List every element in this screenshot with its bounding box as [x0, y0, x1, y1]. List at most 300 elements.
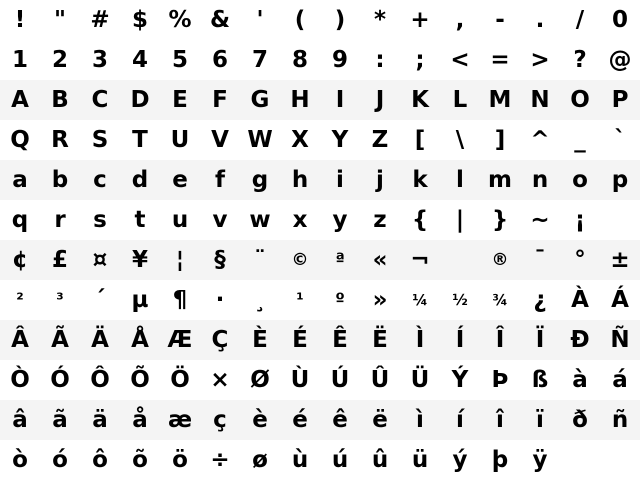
glyph-char: ¡: [574, 207, 586, 233]
glyph-char: ú: [331, 447, 349, 473]
glyph-cell: [360, 120, 400, 160]
glyph-cell: [560, 400, 600, 440]
glyph-char: 5: [171, 47, 188, 73]
glyph-cell: [80, 360, 120, 400]
glyph-char: ±: [610, 247, 630, 273]
glyph-char: Ë: [372, 327, 388, 353]
glyph-char: H: [290, 87, 310, 113]
glyph-char: ¶: [172, 287, 188, 313]
glyph-char: ¥: [131, 247, 148, 273]
glyph-cell: [200, 440, 240, 480]
glyph-cell: [200, 40, 240, 80]
glyph-cell: [440, 200, 480, 240]
glyph-char: Ñ: [610, 327, 630, 353]
glyph-char: è: [252, 407, 268, 433]
glyph-cell: [440, 320, 480, 360]
glyph-char: S: [91, 127, 109, 153]
glyph-cell: [520, 0, 560, 40]
glyph-row: [0, 160, 640, 200]
glyph-char: þ: [491, 447, 509, 473]
glyph-char: ': [256, 7, 264, 33]
glyph-char: z: [373, 207, 387, 233]
glyph-char: ¢: [11, 247, 28, 273]
glyph-cell: [280, 440, 320, 480]
glyph-cell: [560, 360, 600, 400]
glyph-cell: [360, 0, 400, 40]
glyph-cell: [560, 200, 600, 240]
glyph-char: M: [488, 87, 512, 113]
glyph-char: Æ: [167, 327, 193, 353]
glyph-cell: [240, 0, 280, 40]
glyph-cell: [560, 440, 600, 480]
glyph-char: Ç: [211, 327, 229, 353]
glyph-cell: [240, 240, 280, 280]
glyph-cell: [40, 400, 80, 440]
glyph-cell: [40, 440, 80, 480]
glyph-cell: [600, 280, 640, 320]
glyph-cell: [320, 80, 360, 120]
glyph-cell: [440, 160, 480, 200]
glyph-cell: [440, 240, 480, 280]
glyph-cell: [0, 120, 40, 160]
glyph-char: t: [134, 207, 146, 233]
glyph-cell: [80, 240, 120, 280]
glyph-char: F: [212, 87, 228, 113]
glyph-cell: [600, 160, 640, 200]
glyph-cell: [160, 160, 200, 200]
glyph-cell: [520, 360, 560, 400]
glyph-char: W: [247, 127, 273, 153]
glyph-cell: [280, 80, 320, 120]
glyph-cell: [200, 360, 240, 400]
glyph-char: m: [488, 167, 512, 193]
glyph-char: ÿ: [532, 447, 548, 473]
glyph-cell: [160, 200, 200, 240]
glyph-cell: [320, 120, 360, 160]
glyph-char: O: [570, 87, 590, 113]
glyph-char: e: [172, 167, 188, 193]
glyph-char: +: [410, 7, 430, 33]
glyph-char: /: [575, 7, 585, 33]
glyph-cell: [520, 80, 560, 120]
glyph-char: A: [11, 87, 29, 113]
glyph-char: 4: [131, 47, 148, 73]
glyph-char: T: [132, 127, 148, 153]
glyph-cell: [360, 400, 400, 440]
glyph-char: [: [414, 127, 426, 153]
glyph-char: j: [376, 167, 384, 193]
glyph-cell: [240, 400, 280, 440]
glyph-char: µ: [131, 287, 149, 313]
glyph-char: ð: [572, 407, 588, 433]
glyph-char: Ö: [170, 367, 190, 393]
glyph-char: ß: [531, 367, 549, 393]
glyph-cell: [240, 320, 280, 360]
glyph-char: X: [291, 127, 309, 153]
glyph-char: k: [412, 167, 428, 193]
glyph-char: é: [292, 407, 308, 433]
glyph-cell: [240, 360, 280, 400]
glyph-char: ÷: [210, 447, 230, 473]
glyph-char: {: [411, 207, 429, 233]
glyph-cell: [440, 40, 480, 80]
glyph-cell: [80, 280, 120, 320]
glyph-row: [0, 40, 640, 80]
glyph-char: o: [572, 167, 588, 193]
glyph-cell: [280, 200, 320, 240]
glyph-char: ª: [335, 250, 345, 270]
glyph-cell: [520, 40, 560, 80]
glyph-cell: [320, 200, 360, 240]
glyph-cell: [400, 440, 440, 480]
glyph-char: £: [51, 247, 68, 273]
glyph-char: Í: [455, 327, 465, 353]
glyph-cell: [400, 200, 440, 240]
glyph-cell: [400, 280, 440, 320]
glyph-cell: [200, 120, 240, 160]
glyph-char: ô: [92, 447, 108, 473]
glyph-char: Â: [11, 327, 29, 353]
glyph-char: §: [214, 247, 226, 273]
glyph-char: á: [612, 367, 628, 393]
glyph-cell: [440, 360, 480, 400]
glyph-cell: [200, 240, 240, 280]
glyph-cell: [200, 280, 240, 320]
glyph-cell: [520, 240, 560, 280]
glyph-char: K: [411, 87, 429, 113]
glyph-cell: [360, 40, 400, 80]
glyph-char: =: [490, 47, 510, 73]
glyph-char: >: [530, 47, 550, 73]
glyph-row: [0, 280, 640, 320]
glyph-char: ¾: [492, 291, 508, 309]
glyph-char: ®: [491, 250, 509, 270]
glyph-char: (: [294, 7, 306, 33]
glyph-char: P: [611, 87, 629, 113]
glyph-char: å: [132, 407, 148, 433]
glyph-cell: [480, 320, 520, 360]
glyph-cell: [320, 400, 360, 440]
glyph-char: Ù: [290, 367, 310, 393]
glyph-char: [560, 440, 600, 480]
glyph-cell: [600, 0, 640, 40]
glyph-row: [0, 400, 640, 440]
glyph-cell: [200, 400, 240, 440]
glyph-char: |: [455, 207, 465, 233]
glyph-cell: [80, 80, 120, 120]
glyph-char: B: [51, 87, 69, 113]
glyph-cell: [120, 200, 160, 240]
glyph-row: [0, 360, 640, 400]
glyph-cell: [480, 120, 520, 160]
glyph-cell: [80, 400, 120, 440]
glyph-char: y: [332, 207, 348, 233]
glyph-cell: [600, 40, 640, 80]
glyph-cell: [80, 440, 120, 480]
glyph-char: r: [54, 207, 66, 233]
glyph-char: Ô: [90, 367, 110, 393]
glyph-cell: [240, 280, 280, 320]
glyph-char: ö: [172, 447, 188, 473]
glyph-cell: [320, 360, 360, 400]
glyph-char: Ì: [415, 327, 425, 353]
glyph-char: d: [131, 167, 149, 193]
glyph-char: Ã: [51, 327, 69, 353]
glyph-char: Ý: [451, 367, 469, 393]
glyph-row: [0, 0, 640, 40]
glyph-char: Ð: [570, 327, 590, 353]
glyph-char: ø: [252, 447, 268, 473]
glyph-cell: [440, 120, 480, 160]
glyph-cell: [160, 120, 200, 160]
glyph-char: w: [249, 207, 271, 233]
glyph-cell: [280, 120, 320, 160]
glyph-cell: [160, 360, 200, 400]
glyph-char: ": [54, 7, 66, 33]
glyph-cell: [80, 160, 120, 200]
glyph-cell: [120, 120, 160, 160]
glyph-char: a: [12, 167, 28, 193]
glyph-char: Ä: [91, 327, 109, 353]
glyph-cell: [120, 320, 160, 360]
glyph-char: ¨: [254, 247, 266, 273]
glyph-cell: [160, 280, 200, 320]
glyph-char: É: [292, 327, 308, 353]
glyph-char: Ó: [50, 367, 70, 393]
glyph-cell: [0, 80, 40, 120]
glyph-cell: [480, 400, 520, 440]
glyph-cell: [560, 320, 600, 360]
glyph-cell: [240, 40, 280, 80]
glyph-char: ï: [536, 407, 544, 433]
glyph-cell: [360, 80, 400, 120]
glyph-cell: [480, 200, 520, 240]
glyph-cell: [240, 440, 280, 480]
glyph-cell: [0, 320, 40, 360]
glyph-row: [0, 80, 640, 120]
glyph-char: ë: [372, 407, 388, 433]
glyph-char: 7: [251, 47, 268, 73]
glyph-cell: [560, 0, 600, 40]
glyph-cell: [280, 400, 320, 440]
glyph-char: ¤: [92, 247, 108, 273]
glyph-char: ³: [56, 290, 64, 310]
glyph-cell: [40, 40, 80, 80]
glyph-cell: [400, 400, 440, 440]
glyph-char: \: [455, 127, 465, 153]
glyph-char: V: [211, 127, 229, 153]
glyph-char: ò: [12, 447, 28, 473]
glyph-cell: [480, 40, 520, 80]
glyph-cell: [40, 160, 80, 200]
glyph-cell: [40, 240, 80, 280]
glyph-cell: [240, 80, 280, 120]
glyph-cell: [360, 200, 400, 240]
glyph-char: ´: [94, 287, 106, 313]
glyph-cell: [600, 440, 640, 480]
glyph-char: Þ: [491, 367, 509, 393]
glyph-cell: [400, 80, 440, 120]
glyph-row: [0, 240, 640, 280]
glyph-cell: [600, 200, 640, 240]
glyph-char: q: [11, 207, 29, 233]
glyph-row: [0, 120, 640, 160]
glyph-cell: [400, 120, 440, 160]
glyph-cell: [80, 320, 120, 360]
glyph-cell: [280, 40, 320, 80]
glyph-char: ½: [452, 291, 468, 309]
glyph-char: ì: [416, 407, 424, 433]
glyph-char: %: [168, 7, 192, 33]
glyph-char: ñ: [611, 407, 629, 433]
glyph-char: ¼: [412, 291, 428, 309]
glyph-char: G: [250, 87, 270, 113]
glyph-char: ,: [455, 7, 465, 33]
glyph-char: ù: [291, 447, 309, 473]
glyph-cell: [280, 280, 320, 320]
glyph-cell: [360, 320, 400, 360]
glyph-cell: [320, 0, 360, 40]
glyph-cell: [40, 200, 80, 240]
glyph-cell: [280, 160, 320, 200]
glyph-char: 6: [211, 47, 228, 73]
glyph-char: 3: [91, 47, 108, 73]
glyph-cell: [400, 320, 440, 360]
glyph-char: @: [608, 47, 632, 73]
glyph-char: ü: [411, 447, 429, 473]
glyph-cell: [560, 160, 600, 200]
glyph-cell: [520, 320, 560, 360]
glyph-char: 9: [331, 47, 348, 73]
glyph-cell: [240, 160, 280, 200]
glyph-char: Y: [331, 127, 349, 153]
glyph-cell: [520, 160, 560, 200]
glyph-cell: [200, 200, 240, 240]
glyph-char: l: [456, 167, 464, 193]
glyph-char: ¿: [533, 287, 547, 313]
glyph-cell: [80, 40, 120, 80]
glyph-char: Z: [371, 127, 389, 153]
glyph-cell: [80, 200, 120, 240]
glyph-cell: [0, 400, 40, 440]
glyph-char: .: [535, 7, 545, 33]
glyph-char: ·: [215, 287, 225, 313]
glyph-cell: [280, 240, 320, 280]
glyph-cell: [200, 320, 240, 360]
glyph-cell: [360, 280, 400, 320]
glyph-char: }: [491, 207, 509, 233]
glyph-cell: [440, 0, 480, 40]
glyph-char: !: [14, 7, 26, 33]
glyph-char: E: [172, 87, 188, 113]
glyph-row: [0, 320, 640, 360]
glyph-char: v: [212, 207, 228, 233]
glyph-cell: [200, 160, 240, 200]
glyph-cell: [240, 120, 280, 160]
glyph-cell: [0, 280, 40, 320]
glyph-char: ~: [530, 207, 550, 233]
glyph-char: I: [335, 87, 345, 113]
glyph-cell: [0, 360, 40, 400]
glyph-char: 1: [11, 47, 28, 73]
glyph-cell: [120, 280, 160, 320]
glyph-char: u: [171, 207, 189, 233]
glyph-char: U: [170, 127, 190, 153]
glyph-char: _: [574, 127, 586, 153]
glyph-cell: [520, 120, 560, 160]
glyph-char: Õ: [130, 367, 150, 393]
glyph-char: Ú: [330, 367, 350, 393]
glyph-cell: [0, 240, 40, 280]
glyph-char: *: [373, 7, 387, 33]
glyph-cell: [360, 240, 400, 280]
glyph-cell: [0, 440, 40, 480]
glyph-cell: [480, 440, 520, 480]
glyph-cell: [280, 0, 320, 40]
glyph-char: R: [51, 127, 69, 153]
glyph-char: ä: [92, 407, 108, 433]
glyph-cell: [80, 0, 120, 40]
glyph-char: à: [572, 367, 588, 393]
glyph-cell: [120, 160, 160, 200]
glyph-cell: [40, 320, 80, 360]
glyph-row: [0, 440, 640, 480]
glyph-cell: [40, 280, 80, 320]
glyph-char: g: [251, 167, 269, 193]
glyph-cell: [120, 0, 160, 40]
glyph-cell: [400, 160, 440, 200]
glyph-cell: [160, 400, 200, 440]
glyph-cell: [80, 120, 120, 160]
glyph-cell: [360, 160, 400, 200]
glyph-char: [600, 440, 640, 480]
glyph-cell: [480, 80, 520, 120]
glyph-char: s: [93, 207, 107, 233]
glyph-cell: [560, 80, 600, 120]
glyph-char: »: [372, 287, 388, 313]
glyph-cell: [480, 160, 520, 200]
glyph-cell: [160, 40, 200, 80]
glyph-cell: [120, 440, 160, 480]
glyph-char: Å: [131, 327, 149, 353]
glyph-cell: [120, 80, 160, 120]
glyph-char: Ü: [410, 367, 430, 393]
glyph-char: Ò: [10, 367, 30, 393]
glyph-cell: [0, 160, 40, 200]
glyph-char: æ: [167, 407, 193, 433]
glyph-cell: [360, 440, 400, 480]
glyph-char: f: [214, 167, 225, 193]
glyph-char: [600, 200, 640, 240]
glyph-cell: [160, 0, 200, 40]
glyph-cell: [160, 80, 200, 120]
glyph-cell: [40, 0, 80, 40]
glyph-char: ¸: [254, 287, 266, 313]
glyph-cell: [480, 280, 520, 320]
glyph-cell: [600, 120, 640, 160]
glyph-cell: [320, 280, 360, 320]
glyph-cell: [200, 0, 240, 40]
glyph-char: °: [574, 247, 586, 273]
glyph-char: <: [450, 47, 470, 73]
glyph-char: L: [452, 87, 468, 113]
glyph-cell: [560, 40, 600, 80]
glyph-cell: [160, 240, 200, 280]
glyph-char: À: [571, 287, 589, 313]
glyph-char: i: [336, 167, 344, 193]
glyph-cell: [320, 160, 360, 200]
glyph-cell: [160, 440, 200, 480]
